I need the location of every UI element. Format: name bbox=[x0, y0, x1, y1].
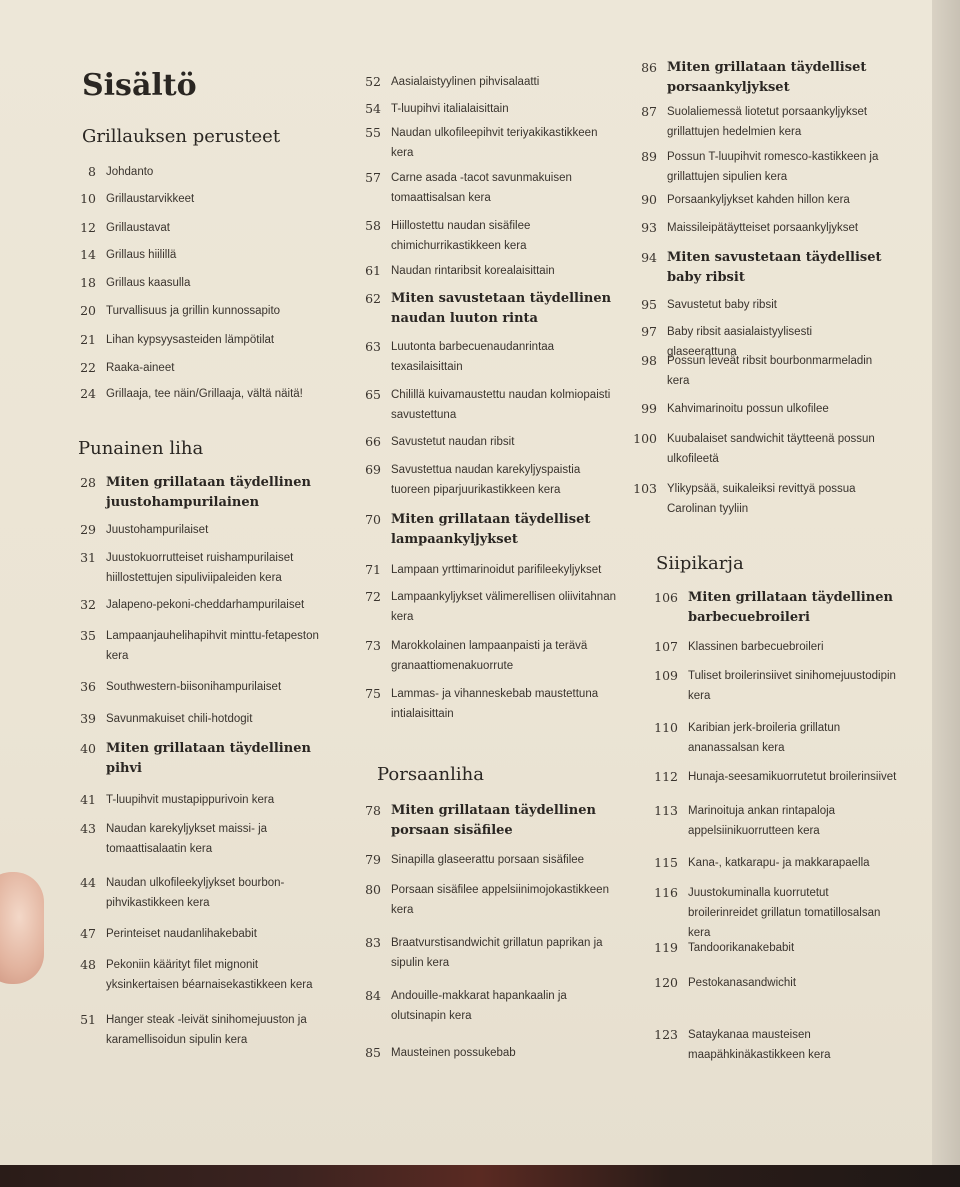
entry-title: Savustetut baby ribsit bbox=[667, 299, 777, 311]
entry-title: Porsaan sisäfilee appelsiinimojokastikkeen kera bbox=[391, 884, 609, 916]
entry-title: Southwestern-biisonihampurilaiset bbox=[106, 681, 282, 693]
page-number: 22 bbox=[80, 360, 96, 375]
entry-title: T-luupihvi italialaisittain bbox=[391, 103, 509, 115]
page-edge bbox=[932, 0, 960, 1165]
entry-title: Juustokuminalla kuorrutetut broilerinreidet grillatun tomatillosalsan kera bbox=[688, 887, 881, 939]
page-number: 39 bbox=[80, 711, 96, 726]
page-number: 10 bbox=[80, 191, 96, 206]
page-number: 103 bbox=[633, 481, 657, 496]
toc-entry[interactable] bbox=[648, 801, 898, 841]
toc-entry[interactable] bbox=[351, 1043, 616, 1063]
toc-entry[interactable] bbox=[627, 58, 882, 98]
page-number: 119 bbox=[654, 940, 678, 955]
entry-title: Miten grillataan täydelliset porsaankyljykset bbox=[667, 60, 867, 95]
toc-entry[interactable] bbox=[66, 1010, 331, 1050]
section-heading: Porsaanliha bbox=[377, 764, 484, 785]
entry-title: Naudan ulkofileekyljykset bourbon-pihvikastikkeen kera bbox=[106, 877, 285, 909]
page-number: 80 bbox=[365, 882, 381, 897]
toc-entry[interactable] bbox=[627, 147, 882, 187]
toc-entry[interactable] bbox=[648, 883, 898, 943]
toc-entry[interactable] bbox=[66, 218, 311, 238]
page-number: 61 bbox=[365, 263, 381, 278]
page-number: 84 bbox=[365, 988, 381, 1003]
entry-title: Marokkolainen lampaanpaisti ja terävä granaattiomenakuorrute bbox=[391, 640, 588, 672]
entry-title: Miten grillataan täydellinen porsaan sisäfilee bbox=[391, 803, 596, 838]
page-number: 106 bbox=[654, 590, 678, 605]
page-number: 93 bbox=[641, 220, 657, 235]
toc-entry[interactable] bbox=[627, 399, 882, 419]
toc-entry[interactable] bbox=[66, 273, 311, 293]
entry-title: Kahvimarinoitu possun ulkofilee bbox=[667, 403, 829, 415]
toc-entry[interactable] bbox=[351, 99, 616, 119]
toc-entry[interactable] bbox=[351, 460, 616, 500]
toc-entry[interactable] bbox=[351, 986, 616, 1026]
toc-entry[interactable] bbox=[627, 479, 882, 519]
toc-entry[interactable] bbox=[351, 587, 616, 627]
page-number: 116 bbox=[654, 885, 678, 900]
page-number: 90 bbox=[641, 192, 657, 207]
page-number: 78 bbox=[365, 803, 381, 818]
entry-title: Raaka-aineet bbox=[106, 362, 175, 374]
page-number: 20 bbox=[80, 303, 96, 318]
entry-title: Possun T-luupihvit romesco-kastikkeen ja grillattujen sipulien kera bbox=[667, 151, 879, 183]
toc-entry[interactable] bbox=[648, 666, 898, 706]
toc-entry[interactable] bbox=[351, 289, 616, 329]
page-number: 12 bbox=[80, 220, 96, 235]
page-number: 115 bbox=[654, 855, 678, 870]
page-number: 70 bbox=[365, 512, 381, 527]
toc-entry[interactable] bbox=[351, 636, 616, 676]
page-number: 123 bbox=[654, 1027, 678, 1042]
page-number: 54 bbox=[365, 101, 381, 116]
entry-title: Luutonta barbecuenaudanrintaa texasilaisittain bbox=[391, 341, 555, 373]
toc-entry[interactable] bbox=[66, 924, 331, 944]
page-number: 21 bbox=[80, 332, 96, 347]
page-number: 107 bbox=[654, 639, 678, 654]
entry-title: Pestokanasandwichit bbox=[688, 977, 797, 989]
entry-title: Andouille-makkarat hapankaalin ja olutsinapin kera bbox=[391, 990, 567, 1022]
page-number: 55 bbox=[365, 125, 381, 140]
entry-title: Suolaliemessä liotetut porsaankyljykset grillattujen hedelmien kera bbox=[667, 106, 868, 138]
page-number: 43 bbox=[80, 821, 96, 836]
toc-entry[interactable] bbox=[648, 767, 898, 787]
toc-entry[interactable] bbox=[351, 560, 616, 580]
toc-entry[interactable] bbox=[66, 548, 331, 588]
page-number: 97 bbox=[641, 324, 657, 339]
page-number: 57 bbox=[365, 170, 381, 185]
toc-entry[interactable] bbox=[627, 351, 882, 391]
page-number: 109 bbox=[654, 668, 678, 683]
section-heading: Siipikarja bbox=[656, 553, 744, 574]
entry-title: Grillaustavat bbox=[106, 222, 170, 234]
entry-title: Hunaja-seesamikuorrutetut broilerinsiivet bbox=[688, 771, 897, 783]
toc-entry[interactable] bbox=[351, 168, 616, 208]
toc-entry[interactable] bbox=[351, 337, 616, 377]
entry-title: Tuliset broilerinsiivet sinihomejuustodipin kera bbox=[688, 670, 896, 702]
page-number: 87 bbox=[641, 104, 657, 119]
page-number: 98 bbox=[641, 353, 657, 368]
entry-title: Hiillostettu naudan sisäfilee chimichurrikastikkeen kera bbox=[391, 220, 531, 252]
page-number: 71 bbox=[365, 562, 381, 577]
entry-title: Hanger steak -leivät sinihomejuuston ja karamellisoidun sipulin kera bbox=[106, 1014, 307, 1046]
toc-entry[interactable] bbox=[66, 819, 331, 859]
entry-title: Miten grillataan täydellinen barbecuebroileri bbox=[688, 590, 893, 625]
entry-title: Perinteiset naudanlihakebabit bbox=[106, 928, 257, 940]
page-number: 48 bbox=[80, 957, 96, 972]
toc-entry[interactable] bbox=[351, 684, 616, 724]
page-number: 47 bbox=[80, 926, 96, 941]
entry-title: Naudan rintaribsit korealaisittain bbox=[391, 265, 555, 277]
page-number: 18 bbox=[80, 275, 96, 290]
page-number: 35 bbox=[80, 628, 96, 643]
page-number: 41 bbox=[80, 792, 96, 807]
page-number: 44 bbox=[80, 875, 96, 890]
entry-title: Pekoniin käärityt filet mignonit yksinkertaisen béarnaisekastikkeen kera bbox=[106, 959, 313, 991]
entry-title: Kuubalaiset sandwichit täytteenä possun ulkofileetä bbox=[667, 433, 875, 465]
page-number: 112 bbox=[654, 769, 678, 784]
entry-title: Miten grillataan täydelliset lampaankyljykset bbox=[391, 512, 591, 547]
toc-entry[interactable] bbox=[627, 102, 882, 142]
page-number: 14 bbox=[80, 247, 96, 262]
toc-entry[interactable] bbox=[66, 189, 311, 209]
page-number: 110 bbox=[654, 720, 678, 735]
page-number: 63 bbox=[365, 339, 381, 354]
entry-title: Karibian jerk-broileria grillatun ananassalsan kera bbox=[688, 722, 841, 754]
entry-title: Ylikypsää, suikaleiksi revittyä possua Carolinan tyyliin bbox=[667, 483, 856, 515]
toc-entry[interactable] bbox=[648, 637, 898, 657]
section-heading: Grillauksen perusteet bbox=[82, 126, 281, 147]
entry-title: Lihan kypsyysasteiden lämpötilat bbox=[106, 334, 275, 346]
page-number: 99 bbox=[641, 401, 657, 416]
page-number: 62 bbox=[365, 291, 381, 306]
entry-title: Miten savustetaan täydellinen naudan luuton rinta bbox=[391, 291, 612, 326]
page-number: 52 bbox=[365, 74, 381, 89]
entry-title: Johdanto bbox=[106, 166, 154, 178]
entry-title: Turvallisuus ja grillin kunnossapito bbox=[106, 305, 281, 317]
page-number: 89 bbox=[641, 149, 657, 164]
entry-title: Naudan karekyljykset maissi- ja tomaattisalaatin kera bbox=[106, 823, 268, 855]
toc-entry[interactable] bbox=[351, 216, 616, 256]
toc-entry[interactable] bbox=[66, 873, 331, 913]
entry-title: T-luupihvit mustapippurivoin kera bbox=[106, 794, 275, 806]
toc-entry[interactable] bbox=[648, 718, 898, 758]
toc-entry[interactable] bbox=[627, 218, 882, 238]
toc-entry[interactable] bbox=[66, 473, 331, 513]
toc-entry[interactable] bbox=[627, 248, 882, 288]
entry-title: Grillaaja, tee näin/Grillaaja, vältä näitä! bbox=[106, 388, 303, 400]
toc-entry[interactable] bbox=[648, 588, 898, 628]
entry-title: Lammas- ja vihanneskebab maustettuna intialaisittain bbox=[391, 688, 599, 720]
toc-entry[interactable] bbox=[66, 739, 331, 779]
toc-entry[interactable] bbox=[351, 385, 616, 425]
page-number: 66 bbox=[365, 434, 381, 449]
entry-title: Possun leveät ribsit bourbonmarmeladin kera bbox=[667, 355, 873, 387]
toc-entry[interactable] bbox=[66, 955, 331, 995]
entry-title: Maissileipätäytteiset porsaankyljykset bbox=[667, 222, 859, 234]
entry-title: Chilillä kuivamaustettu naudan kolmiopaisti savustettuna bbox=[391, 389, 611, 421]
page-number: 100 bbox=[633, 431, 657, 446]
page-number: 31 bbox=[80, 550, 96, 565]
entry-title: Grillaustarvikkeet bbox=[106, 193, 195, 205]
entry-title: Tandoorikanakebabit bbox=[688, 942, 795, 954]
entry-title: Naudan ulkofileepihvit teriyakikastikkeen kera bbox=[391, 127, 598, 159]
page-number: 113 bbox=[654, 803, 678, 818]
entry-title: Braatvurstisandwichit grillatun paprikan ja sipulin kera bbox=[391, 937, 603, 969]
entry-title: Lampaanjauhelihapihvit minttu-fetapeston kera bbox=[106, 630, 319, 662]
entry-title: Juustokuorrutteiset ruishampurilaiset hiillostettujen sipuliviipaleiden kera bbox=[106, 552, 294, 584]
entry-title: Baby ribsit aasialaistyylisesti glaseerattuna bbox=[667, 326, 813, 358]
entry-title: Savustetut naudan ribsit bbox=[391, 436, 515, 448]
page-number: 51 bbox=[80, 1012, 96, 1027]
page-number: 69 bbox=[365, 462, 381, 477]
entry-title: Kana-, katkarapu- ja makkarapaella bbox=[688, 857, 870, 869]
page-number: 32 bbox=[80, 597, 96, 612]
page-number: 72 bbox=[365, 589, 381, 604]
section-heading: Punainen liha bbox=[78, 438, 204, 459]
page-number: 28 bbox=[80, 475, 96, 490]
entry-title: Juustohampurilaiset bbox=[106, 524, 209, 536]
page-number: 75 bbox=[365, 686, 381, 701]
toc-entry[interactable] bbox=[627, 295, 882, 315]
page-number: 85 bbox=[365, 1045, 381, 1060]
toc-entry[interactable] bbox=[351, 72, 616, 92]
toc-entry[interactable] bbox=[351, 510, 616, 550]
toc-entry[interactable] bbox=[351, 880, 616, 920]
toc-entry[interactable] bbox=[351, 850, 616, 870]
entry-title: Porsaankyljykset kahden hillon kera bbox=[667, 194, 850, 206]
page-number: 65 bbox=[365, 387, 381, 402]
toc-entry[interactable] bbox=[351, 261, 616, 281]
page-number: 95 bbox=[641, 297, 657, 312]
toc-entry[interactable] bbox=[66, 677, 331, 697]
thumb bbox=[0, 872, 44, 984]
toc-entry[interactable] bbox=[351, 933, 616, 973]
toc-entry[interactable] bbox=[66, 330, 311, 350]
entry-title: Savustettua naudan karekyljyspaistia tuoreen piparjuurikastikkeen kera bbox=[391, 464, 581, 496]
page-title: Sisältö bbox=[82, 68, 197, 103]
toc-entry[interactable] bbox=[66, 520, 331, 540]
entry-title: Marinoituja ankan rintapaloja appelsiinikuorrutteen kera bbox=[688, 805, 836, 837]
entry-title: Lampaankyljykset välimerellisen oliivitahnan kera bbox=[391, 591, 616, 623]
toc-entry[interactable] bbox=[66, 358, 311, 378]
toc-entry[interactable] bbox=[66, 709, 331, 729]
page-number: 73 bbox=[365, 638, 381, 653]
page-number: 94 bbox=[641, 250, 657, 265]
toc-entry[interactable] bbox=[648, 973, 898, 993]
toc-entry[interactable] bbox=[351, 801, 616, 841]
toc-entry[interactable] bbox=[66, 245, 311, 265]
toc-entry[interactable] bbox=[66, 384, 311, 404]
page-number: 29 bbox=[80, 522, 96, 537]
page-number: 40 bbox=[80, 741, 96, 756]
page-number: 24 bbox=[80, 386, 96, 401]
toc-entry[interactable] bbox=[351, 432, 616, 452]
entry-title: Aasialaistyylinen pihvisalaatti bbox=[391, 76, 540, 88]
entry-title: Mausteinen possukebab bbox=[391, 1047, 516, 1059]
toc-entry[interactable] bbox=[66, 626, 331, 666]
page-number: 8 bbox=[88, 164, 96, 179]
entry-title: Savunmakuiset chili-hotdogit bbox=[106, 713, 253, 725]
page-number: 86 bbox=[641, 60, 657, 75]
entry-title: Grillaus kaasulla bbox=[106, 277, 191, 289]
page-number: 83 bbox=[365, 935, 381, 950]
entry-title: Sinapilla glaseerattu porsaan sisäfilee bbox=[391, 854, 585, 866]
entry-title: Miten grillataan täydellinen pihvi bbox=[106, 741, 311, 776]
entry-title: Jalapeno-pekoni-cheddarhampurilaiset bbox=[106, 599, 305, 611]
page-number: 36 bbox=[80, 679, 96, 694]
toc-entry[interactable] bbox=[66, 790, 331, 810]
page-number: 120 bbox=[654, 975, 678, 990]
toc-entry[interactable] bbox=[648, 853, 898, 873]
entry-title: Carne asada -tacot savunmakuisen tomaattisalsan kera bbox=[391, 172, 572, 204]
toc-entry[interactable] bbox=[648, 1025, 898, 1065]
toc-entry[interactable] bbox=[66, 162, 311, 182]
page-number: 79 bbox=[365, 852, 381, 867]
toc-entry[interactable] bbox=[648, 938, 898, 958]
entry-title: Lampaan yrttimarinoidut parifileekyljykset bbox=[391, 564, 602, 576]
entry-title: Miten savustetaan täydelliset baby ribsit bbox=[667, 250, 882, 285]
toc-entry[interactable] bbox=[66, 595, 331, 615]
page-number: 58 bbox=[365, 218, 381, 233]
toc-entry[interactable] bbox=[627, 429, 882, 469]
toc-entry[interactable] bbox=[351, 123, 616, 163]
entry-title: Miten grillataan täydellinen juustohampurilainen bbox=[106, 475, 311, 510]
book-cover-edge bbox=[0, 1165, 960, 1187]
entry-title: Grillaus hiilillä bbox=[106, 249, 177, 261]
toc-entry[interactable] bbox=[627, 190, 882, 210]
entry-title: Klassinen barbecuebroileri bbox=[688, 641, 824, 653]
entry-title: Sataykanaa mausteisen maapähkinäkastikkeen kera bbox=[688, 1029, 831, 1061]
toc-entry[interactable] bbox=[66, 301, 311, 321]
